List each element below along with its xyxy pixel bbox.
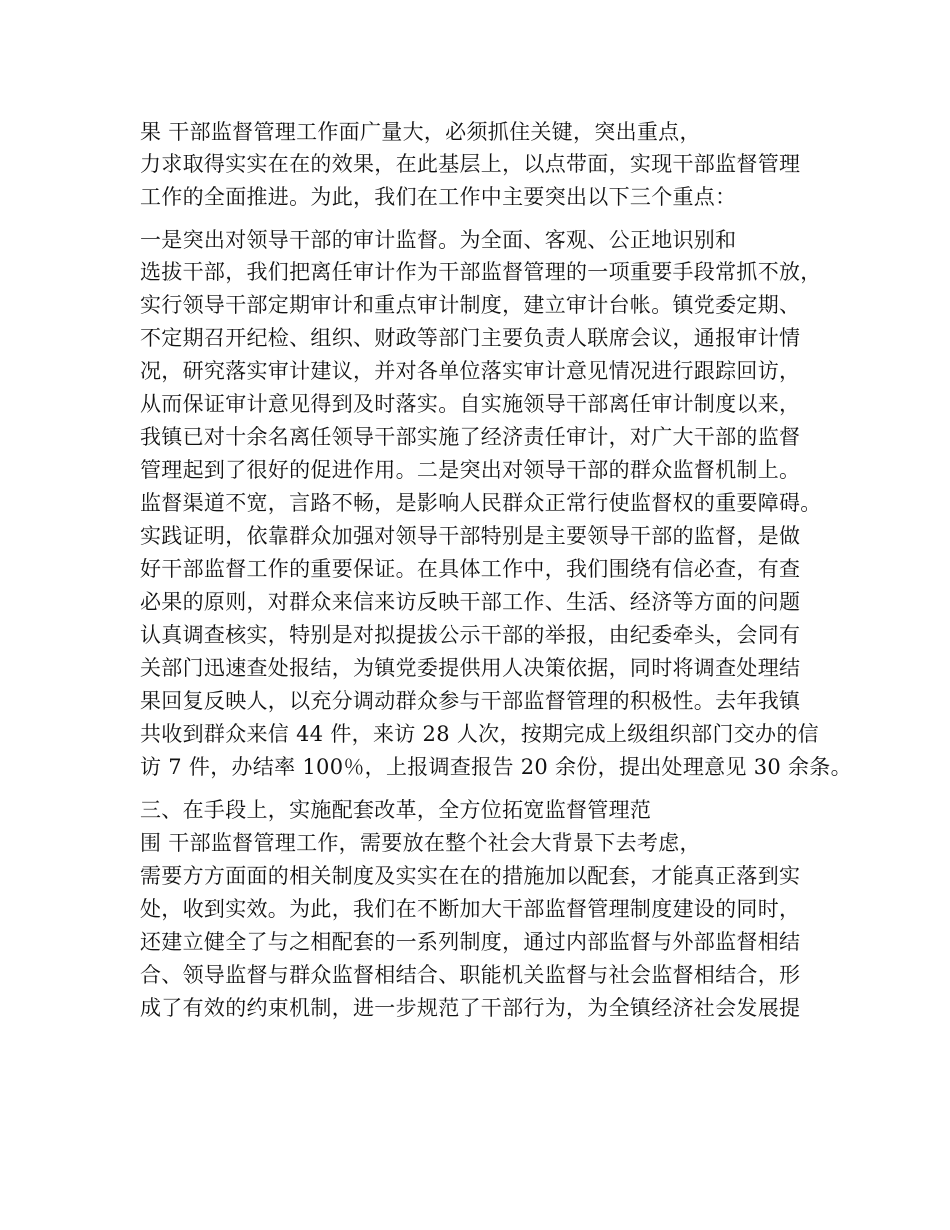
text-line-17: 关部门迅速查处报结，为镇党委提供用人决策依据，同时将调查处理结 xyxy=(140,656,801,680)
text-line-12: 监督渠道不宽，言路不畅，是影响人民群众正常行使监督权的重要障碍。 xyxy=(140,491,822,515)
text-line-9: 从而保证审计意见得到及时落实。自实施领导干部离任审计制度以来， xyxy=(140,392,801,416)
text-line-11: 管理起到了很好的促进作用。二是突出对领导干部的群众监督机制上。 xyxy=(140,458,801,482)
text-line-2: 力求取得实实在在的效果，在此基层上，以点带面，实现干部监督管理 xyxy=(140,152,801,176)
text-line-20: 访 7 件，办结率 100％，上报调查报告 20 余份，提出处理意见 30 余条。 xyxy=(140,755,852,779)
text-line-8: 况，研究落实审计建议，并对各单位落实审计意见情况进行跟踪回访， xyxy=(140,359,801,383)
text-line-21: 三、在手段上，实施配套改革，全方位拓宽监督管理范 xyxy=(140,798,652,822)
text-line-18: 果回复反映人，以充分调动群众参与干部监督管理的积极性。去年我镇 xyxy=(140,689,801,713)
text-line-14: 好干部监督工作的重要保证。在具体工作中，我们围绕有信必查，有查 xyxy=(140,557,801,581)
text-line-26: 合、领导监督与群众监督相结合、职能机关监督与社会监督相结合，形 xyxy=(140,963,801,987)
text-line-22: 围 干部监督管理工作，需要放在整个社会大背景下去考虑， xyxy=(140,831,701,855)
text-line-27: 成了有效的约束机制，进一步规范了干部行为，为全镇经济社会发展提 xyxy=(140,996,801,1020)
text-line-6: 实行领导干部定期审计和重点审计制度，建立审计台帐。镇党委定期、 xyxy=(140,293,801,317)
text-line-3: 工作的全面推进。为此，我们在工作中主要突出以下三个重点： xyxy=(140,185,737,209)
text-line-24: 处，收到实效。为此，我们在不断加大干部监督管理制度建设的同时， xyxy=(140,897,801,921)
text-line-16: 认真调查核实，特别是对拟提拔公示干部的举报，由纪委牵头，会同有 xyxy=(140,623,801,647)
text-line-7: 不定期召开纪检、组织、财政等部门主要负责人联席会议，通报审计情 xyxy=(140,326,801,350)
text-line-10: 我镇已对十余名离任领导干部实施了经济责任审计，对广大干部的监督 xyxy=(140,425,801,449)
text-line-13: 实践证明，依靠群众加强对领导干部特别是主要领导干部的监督，是做 xyxy=(140,524,801,548)
text-line-1: 果 干部监督管理工作面广量大，必须抓住关键，突出重点， xyxy=(140,120,701,144)
text-line-25: 还建立健全了与之相配套的一系列制度，通过内部监督与外部监督相结 xyxy=(140,930,801,954)
text-line-23: 需要方方面面的相关制度及实实在在的措施加以配套，才能真正落到实 xyxy=(140,864,801,888)
text-line-5: 选拔干部，我们把离任审计作为干部监督管理的一项重要手段常抓不放， xyxy=(140,260,822,284)
text-line-19: 共收到群众来信 44 件，来访 28 人次，按期完成上级组织部门交办的信 xyxy=(140,722,819,746)
text-line-15: 必果的原则，对群众来信来访反映干部工作、生活、经济等方面的问题 xyxy=(140,590,801,614)
text-line-4: 一是突出对领导干部的审计监督。为全面、客观、公正地识别和 xyxy=(140,228,737,252)
